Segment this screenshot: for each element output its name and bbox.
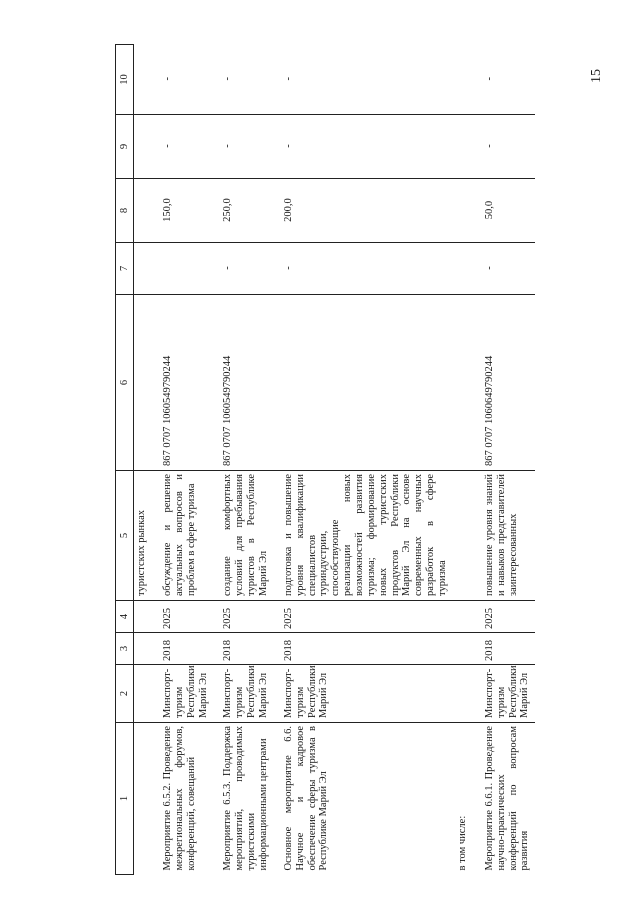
table-row (213, 45, 273, 875)
rzpr-code: 0707 (162, 426, 173, 448)
expected-result-text: подготовка и повышение уровня квалификации специалистов туриндустрии, способствующие реализации новых возможностей развития туризма; формирование новых туристских продуктов Республики Марий Эл на основе современных научных разработок в сфере туризма (282, 474, 449, 596)
carry-over-text: туристских рынках (134, 471, 154, 601)
budget-codes (213, 295, 273, 471)
grbs-code: 867 (222, 450, 234, 466)
value-col9: - (213, 115, 273, 179)
csr-code: 1060649790244 (483, 355, 495, 424)
executor: Минспорт-туризм Республики Марий Эл (475, 665, 535, 723)
col-header-9: 9 (116, 115, 134, 179)
start-year: 2018 (475, 633, 535, 665)
table-row (475, 45, 535, 875)
value-col10: - (213, 45, 273, 115)
executor: Минспорт-туризм Республики Марий Эл (213, 665, 273, 723)
end-year: 2025 (274, 601, 453, 633)
value-col8: 150,0 (153, 179, 213, 243)
table-row (153, 45, 213, 875)
vr-code (153, 243, 213, 295)
start-year: 2018 (274, 633, 453, 665)
value-col8: 50,0 (475, 179, 535, 243)
end-year: 2025 (213, 601, 273, 633)
measure-name: Основное мероприятие 6.6. Научное и кадровое обеспечение сферы туризма в Республике Марий Эл (282, 726, 330, 871)
col-header-1: 1 (116, 723, 134, 875)
value-col10: - (274, 45, 453, 115)
value-col9: - (153, 115, 213, 179)
col-header-2: 2 (116, 665, 134, 723)
expected-result (475, 471, 535, 601)
expected-result (213, 471, 273, 601)
end-year: 2025 (475, 601, 535, 633)
rzpr-code: 0707 (222, 426, 234, 448)
vr-code: - (475, 243, 535, 295)
program-measures-table (115, 44, 535, 875)
end-year: 2025 (153, 601, 213, 633)
rzpr-code: 0707 (483, 426, 495, 448)
measure-name: Мероприятие 6.5.3. Поддержка мероприятий, проводимых туристскими информационными центрами (222, 726, 270, 871)
value-col10: - (475, 45, 535, 115)
budget-codes (475, 295, 535, 471)
value-col9: - (475, 115, 535, 179)
col-header-7: 7 (116, 243, 134, 295)
budget-codes (153, 295, 213, 471)
vr-code: - (213, 243, 273, 295)
column-number-header (116, 45, 134, 875)
col-header-8: 8 (116, 179, 134, 243)
col-header-10: 10 (116, 45, 134, 115)
col-header-4: 4 (116, 601, 134, 633)
measure-name: Мероприятие 6.5.2. Проведение межрегиональных форумов, конференций, совещаний (162, 726, 197, 871)
rotated-table-container (115, 45, 635, 875)
col-header-5: 5 (116, 471, 134, 601)
expected-result-text: обсуждение и решение актуальных вопросов и проблем в сфере туризма (162, 474, 197, 596)
value-col9: - (274, 115, 453, 179)
carry-over-row (134, 45, 154, 875)
csr-code: 1060549790244 (222, 355, 234, 424)
grbs-code: 867 (162, 450, 173, 466)
measure-name: Мероприятие 6.6.1. Проведение научно-практических конференций по вопросам развития (483, 726, 531, 871)
col-header-6: 6 (116, 295, 134, 471)
grbs-code: 867 (483, 450, 495, 466)
page-number: 15 (589, 69, 604, 83)
expected-result-text: повышение уровня знаний и навыков представителей заинтересованных (483, 474, 519, 596)
start-year: 2018 (153, 633, 213, 665)
expected-result-text: создание комфортных условий для пребывания туристов в Республике Марий Эл (222, 474, 270, 596)
executor: Минспорт-туризм Республики Марий Эл (274, 665, 453, 723)
start-year: 2018 (213, 633, 273, 665)
expected-result (153, 471, 213, 601)
col-header-3: 3 (116, 633, 134, 665)
vr-code: - (274, 243, 453, 295)
executor: Минспорт-туризм Республики Марий Эл (153, 665, 213, 723)
value-col8: 250,0 (213, 179, 273, 243)
value-col10: - (153, 45, 213, 115)
value-col8: 200,0 (274, 179, 453, 243)
table-row (274, 45, 453, 875)
in-that-number-label: в том числе: (456, 815, 468, 871)
budget-codes (274, 295, 453, 471)
expected-result (274, 471, 453, 601)
csr-code: 1060549790244 (162, 355, 173, 424)
in-that-number-row (453, 45, 475, 875)
